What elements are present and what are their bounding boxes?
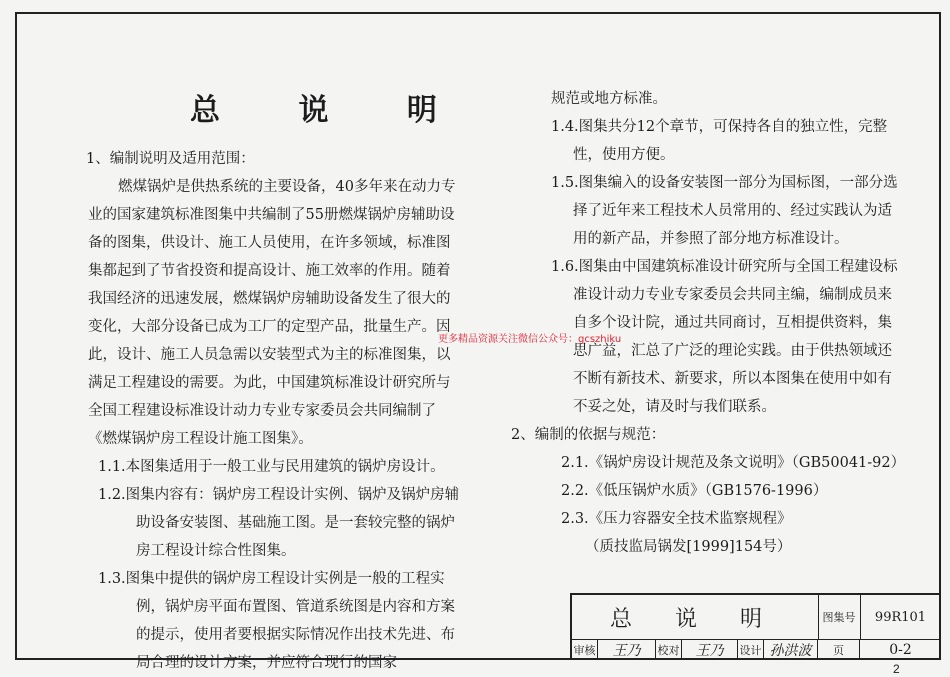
watermark-text: 更多精品资源关注微信公众号：gcszhiku: [438, 334, 622, 345]
ref-2-3: 2.3.《压力容器安全技术监察规程》: [561, 511, 792, 527]
item-1-2: 1.2.图集内容有：锅炉房工程设计实例、锅炉及锅炉房辅助设备安装图、基础施工图。是一套较完整的锅炉房工程设计综合性图集。: [98, 487, 460, 559]
item-1-5: 1.5.图集编入的设备安装图一部分为国标图，一部分选择了近年来工程技术人员常用的、经过实践认为适用的新产品，并参照了部分地方标准设计。: [551, 175, 898, 247]
ref-2-3-note: （质技监局锅发[1999]154号）: [585, 539, 792, 555]
sheet-number: 2: [893, 662, 900, 676]
item-1-3: 1.3.图集中提供的锅炉房工程设计实例是一般的工程实例，锅炉房平面布置图、管道系统图是内容和方案的提示，使用者要根据实际情况作出技术先进、布局合理的设计方案，并应符合现行的国家: [98, 571, 455, 671]
left-column: [78, 145, 460, 677]
section-1-heading: 1、编制说明及适用范围：: [86, 151, 255, 167]
review-signature: 王乃: [598, 639, 656, 660]
page-number: 0-2: [889, 641, 912, 658]
ref-2-1: 2.1.《锅炉房设计规范及条文说明》（GB50041-92）: [561, 455, 906, 471]
check-signature: 王乃: [682, 639, 738, 660]
right-column: [511, 85, 906, 561]
atlas-number: 99R101: [874, 609, 927, 625]
title-block: [570, 593, 941, 660]
check-label: 校对: [656, 639, 682, 660]
item-1-1: 1.1.本图集适用于一般工业与民用建筑的锅炉房设计。: [98, 459, 445, 475]
atlas-number-label: 图集号: [818, 595, 861, 639]
page-title: 总 说 明: [190, 93, 471, 128]
page-label: 页: [818, 639, 860, 660]
section-2-heading: 2、编制的依据与规范：: [511, 427, 666, 443]
design-signature: 孙洪波: [764, 639, 818, 660]
title-block-name: 总 说 明: [572, 595, 819, 639]
item-1-3-continued: 规范或地方标准。: [551, 91, 667, 107]
ref-2-2: 2.2.《低压锅炉水质》（GB1576-1996）: [561, 483, 828, 499]
item-1-4: 1.4.图集共分12个章节，可保持各自的独立性，完整性，使用方便。: [551, 119, 888, 163]
item-1-6: 1.6.图集由中国建筑标准设计研究所与全国工程建设标准设计动力专业专家委员会共同主编，编制成员来自多个设计院，通过共同商讨，互相提供资料，集思广益，汇总了广泛的理论实践。由于供热领域还不断有新技术、新要求，所以本图集在使用中如有不妥之处，请及时与我们联系。: [551, 259, 898, 415]
title-block-row-1: [572, 595, 941, 640]
section-1-body: 燃煤锅炉是供热系统的主要设备，40多年来在动力专业的国家建筑标准图集中共编制了55册燃煤锅炉房辅助设备的图集，供设计、施工人员使用，在许多领域，标准图集都起到了节省投资和提高设计、施工效率的作用。随着我国经济的迅速发展，燃煤锅炉房辅助设备发生了很大的变化，大部分设备已成为工厂的定型产品，批量生产。因此，设计、施工人员急需以安装型式为主的标准图集，以满足工程建设的需要。为此，中国建筑标准设计研究所与全国工程建设标准设计动力专业专家委员会共同编制了《燃煤锅炉房工程设计施工图集》。: [88, 179, 456, 447]
title-block-row-2: [572, 639, 941, 660]
design-label: 设计: [738, 639, 764, 660]
review-label: 审核: [572, 639, 598, 660]
